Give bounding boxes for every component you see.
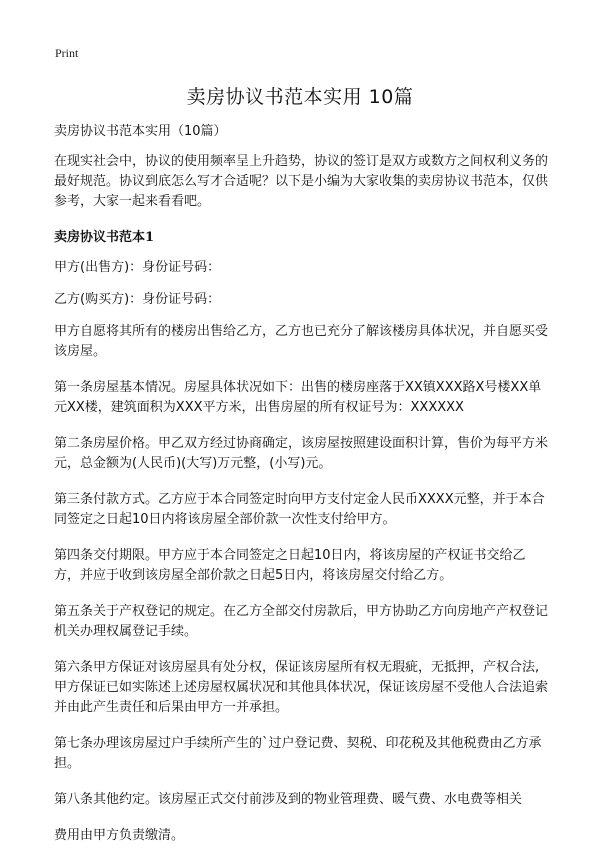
section-heading: 卖房协议书范本1 (54, 230, 155, 245)
document-title: 卖房协议书范本实用 10篇 (186, 86, 414, 108)
intro-paragraph: 在现实社会中，协议的使用频率呈上升趋势，协议的签订是双方或数方之间权利义务的最好规范。协议到底怎么写才合适呢？以下是小编为大家收集的卖房协议书范本，仅供参考，大家一起来看看吧。 (54, 154, 549, 209)
clause-paragraph: 第八条其他约定。该房屋正式交付前涉及到的物业管理费、暖气费、水电费等相关 (54, 792, 523, 807)
clause-paragraph: 第二条房屋价格。甲乙双方经过协商确定，该房屋按照建设面积计算，售价为每平方米元，总金额为(人民币)(大写)万元整，(小写)元。 (54, 436, 549, 471)
clause-paragraph: 第七条办理该房屋过户手续所产生的`过户登记费、契税、印花税及其他税费由乙方承担。 (54, 736, 542, 771)
party-b-line: 乙方(购买方)：身份证号码： (54, 292, 221, 307)
clause-paragraph: 第三条付款方式。乙方应于本合同签定时向甲方支付定金人民币XXXX元整，并于本合同签定之日起10日内将该房屋全部价款一次性支付给甲方。 (54, 492, 545, 527)
clause-paragraph: 第一条房屋基本情况。房屋具体状况如下：出售的楼房座落于XX镇XXX路X号楼XX单元XX楼，建筑面积为XXX平方米，出售房屋的所有权证号为：XXXXXX (54, 380, 542, 415)
party-a-line: 甲方(出售方)：身份证号码： (54, 260, 221, 275)
document-subtitle: 卖房协议书范本实用（10篇） (54, 124, 227, 139)
clause-paragraph: 第五条关于产权登记的规定。在乙方全部交付房款后，甲方协助乙方向房地产产权登记机关办理权属登记手续。 (54, 604, 549, 639)
print-label: Print (55, 46, 79, 60)
clause-paragraph: 甲方自愿将其所有的楼房出售给乙方，乙方也已充分了解该楼房具体状况，并自愿买受该房屋。 (54, 324, 549, 359)
clause-paragraph: 费用由甲方负责缴清。 (54, 828, 185, 843)
document-body (54, 122, 548, 862)
clause-paragraph: 第四条交付期限。甲方应于本合同签定之日起10日内，将该房屋的产权证书交给乙方，并应于收到该房屋全部价款之日起5日内，将该房屋交付给乙方。 (54, 548, 526, 583)
clause-paragraph: 第六条甲方保证对该房屋具有处分权，保证该房屋所有权无瑕疵，无抵押，产权合法,甲方保证已如实陈述上述房屋权属状况和其他具体状况，保证该房屋不受他人合法追索并由此产生责任和后果由甲方一并承担。 (54, 660, 549, 715)
